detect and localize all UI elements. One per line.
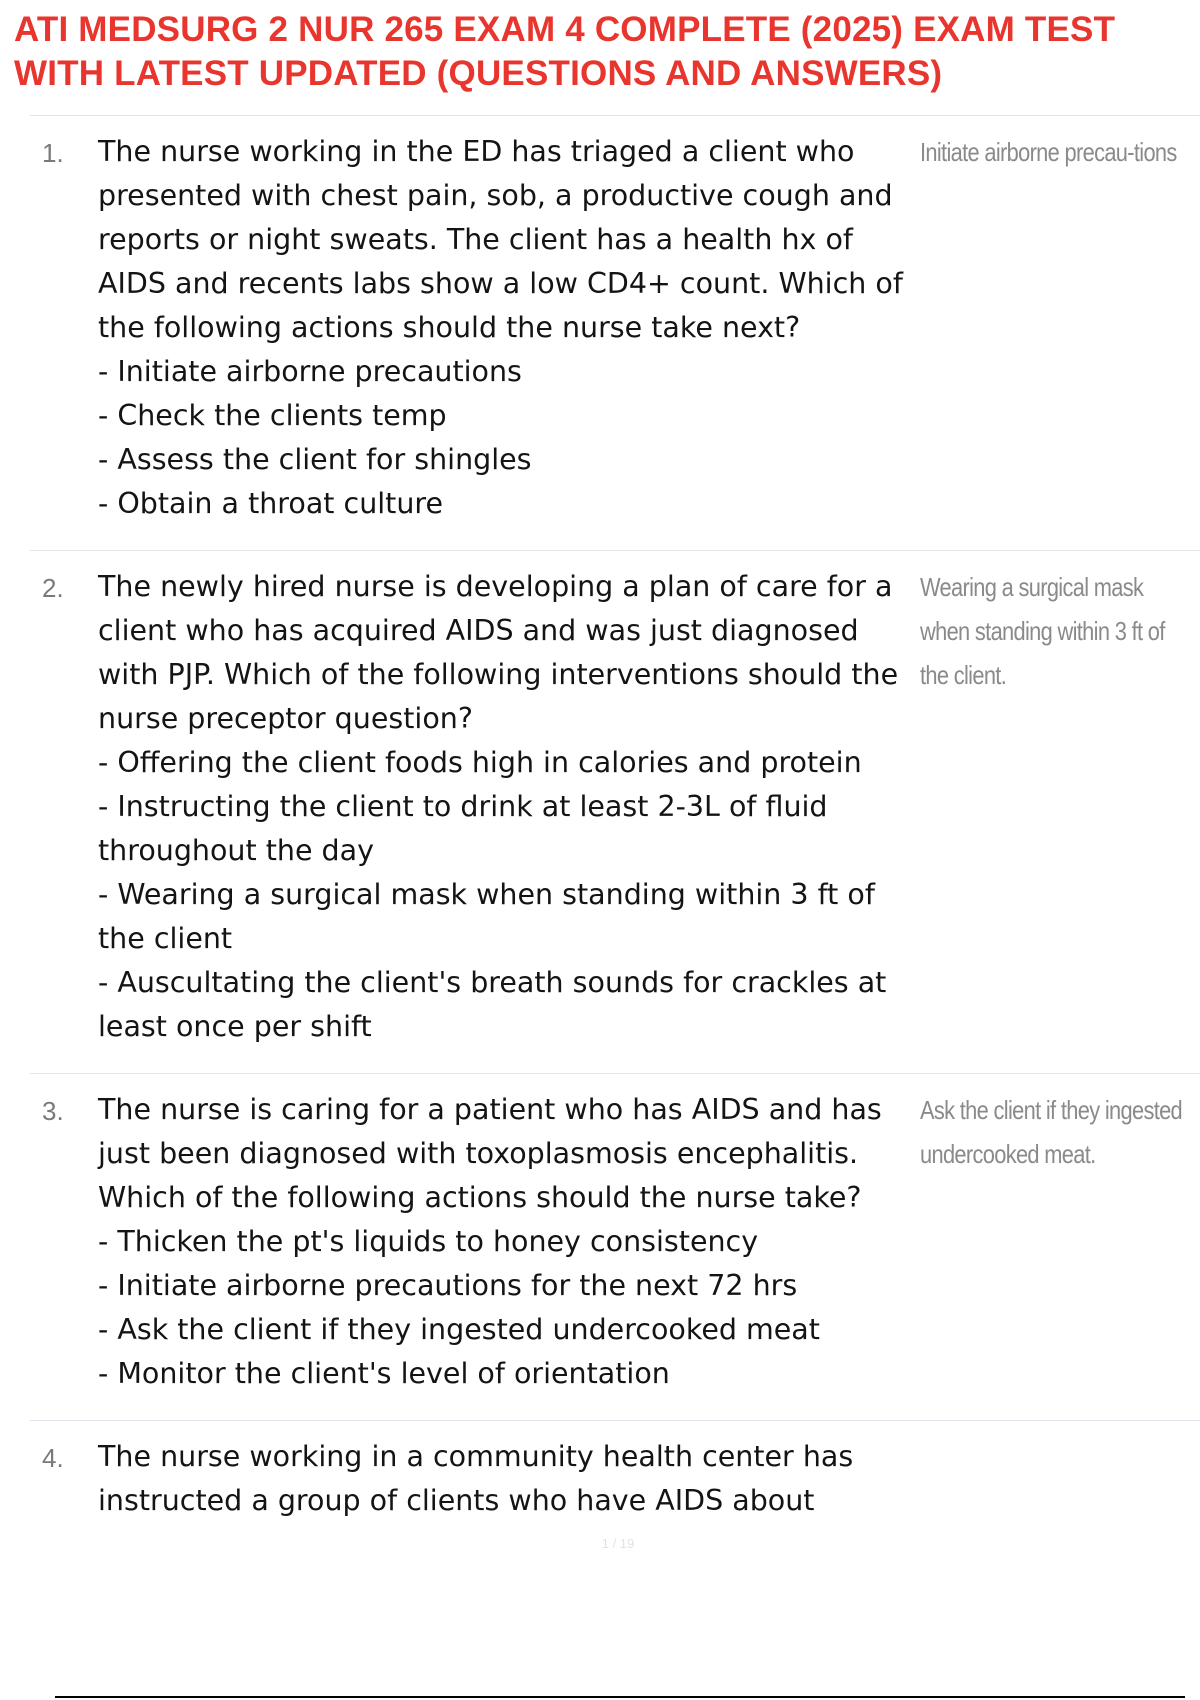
answer-option: - Ask the client if they ingested undercooked meat <box>98 1313 820 1346</box>
question-stem: The nurse working in a community health center has instructed a group of clients who have AIDS about <box>98 1440 854 1517</box>
document-title: ATI MEDSURG 2 NUR 265 EXAM 4 COMPLETE (2025) EXAM TEST WITH LATEST UPDATED (QUESTIONS AND ANSWERS) <box>14 10 1116 93</box>
answer-option: - Auscultating the client's breath sounds for crackles at least once per shift <box>98 966 887 1043</box>
answer-option: - Wearing a surgical mask when standing within 3 ft of the client <box>98 878 875 955</box>
correct-answer: Wearing a surgical mask when standing within 3 ft of the client. <box>920 572 1165 690</box>
answer-option: - Instructing the client to drink at least 2-3L of fluid throughout the day <box>98 790 828 867</box>
question-stem: The newly hired nurse is developing a plan of care for a client who has acquired AIDS and was just diagnosed with PJP. Which of the following interventions should the nurse preceptor question? <box>98 570 899 735</box>
answer-option: - Offering the client foods high in calories and protein <box>98 746 862 779</box>
answer-option: - Thicken the pt's liquids to honey consistency <box>98 1225 759 1258</box>
answer-option: - Assess the client for shingles <box>98 443 532 476</box>
question-body <box>98 130 918 526</box>
answer-option: - Initiate airborne precautions for the next 72 hrs <box>98 1269 798 1302</box>
question-stem: The nurse working in the ED has triaged a client who presented with chest pain, sob, a productive cough and reports or night sweats. The client has a health hx of AIDS and recents labs show a low CD4+ count. Which of the following actions should the nurse take next? <box>98 135 903 344</box>
question-card-3 <box>30 1073 1200 1420</box>
correct-answer: Initiate airborne precau-tions <box>920 137 1177 167</box>
answer-option: - Initiate airborne precautions <box>98 355 522 388</box>
question-number: 4. <box>42 1443 64 1473</box>
question-card-2 <box>30 550 1200 1073</box>
question-body <box>98 1435 918 1523</box>
answer-option: - Monitor the client's level of orientation <box>98 1357 670 1390</box>
question-card-1 <box>30 115 1200 550</box>
question-card-4 <box>30 1420 1200 1523</box>
question-number: 2. <box>42 573 64 603</box>
question-number: 1. <box>42 138 64 168</box>
question-stem: The nurse is caring for a patient who has AIDS and has just been diagnosed with toxoplasmosis encephalitis. Which of the following actions should the nurse take? <box>98 1093 882 1214</box>
answer-option: - Obtain a throat culture <box>98 487 444 520</box>
question-number: 3. <box>42 1096 64 1126</box>
question-body <box>98 1088 918 1396</box>
question-list <box>30 115 1200 1523</box>
bottom-divider <box>55 1696 1185 1698</box>
correct-answer: Ask the client if they ingested undercooked meat. <box>920 1095 1183 1169</box>
page-indicator: 1 / 19 <box>601 1536 635 1551</box>
answer-option: - Check the clients temp <box>98 399 447 432</box>
question-body <box>98 565 918 1049</box>
